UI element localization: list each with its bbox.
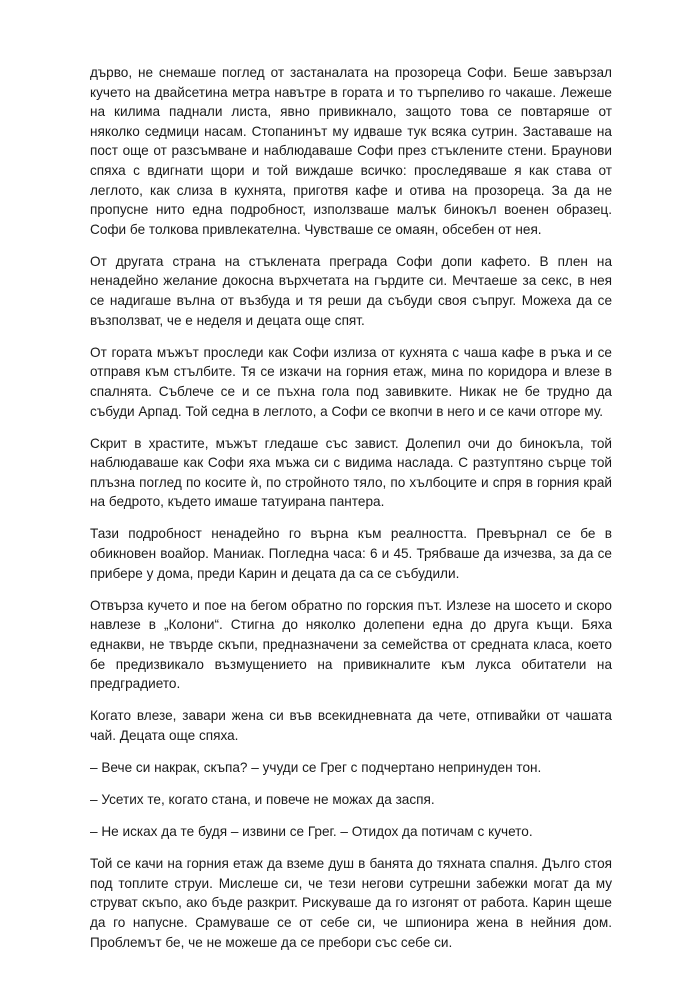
document-body: [90, 63, 612, 965]
paragraph-5: Тази подробност ненадейно го върна към реалността. Превърнал се бе в обикновен воайор. Маниак. Погледна часа: 6 и 45. Трябваше да изчезва, за да се прибере у дома, преди Карин и децата да са се събудили.: [90, 526, 612, 581]
paragraph-6: Отвърза кучето и пое на бегом обратно по горския път. Излезе на шосето и скоро навлезе в „Колони“. Стигна до няколко долепени една до друга къщи. Бяха еднакви, не твърде скъпи, предназначени за семейства от средната класа, което бе предизвикало възмущението на привикналите към лукса обитатели на предградието.: [90, 597, 612, 692]
dialogue-line-3: – Не исках да те будя – извини се Грег. – Отидох да потичам с кучето.: [90, 824, 533, 840]
paragraph-2: От другата страна на стъклената преграда Софи допи кафето. В плен на ненадейно желание докосна върхчетата на гърдите си. Мечтаеше за секс, в нея се надигаше вълна от възбуда и тя реши да събуди своя съпруг. Можеха да се възползват, че е неделя и децата още спят.: [90, 253, 612, 328]
paragraph-4: Скрит в храстите, мъжът гледаше със завист. Долепил очи до бинокъла, той наблюдаваше как Софи яха мъжа си с видима наслада. С разтуптяно сърце той плъзна поглед по косите ѝ, по стройното тяло, по хълбоците и спря в горния край на бедрото, където имаше татуирана пантера.: [90, 435, 612, 510]
dialogue-line-2: – Усетих те, когато стана, и повече не можах да заспя.: [90, 792, 435, 807]
dialogue-line-1: – Вече си накрак, скъпа? – учуди се Грег с подчертано непринуден тон.: [90, 759, 542, 775]
paragraph-7: Когато влезе, завари жена си във всекидневната да чете, отпивайки от чашата чай. Децата още спяха.: [90, 708, 612, 743]
paragraph-8: Той се качи на горния етаж да вземе душ в банята до тяхната спалня. Дълго стоя под топлите струи. Мислеше си, че тези негови сутрешни забежки могат да му струват скъпо, ако бъде разкрит. Рискуваше да го изгонят от работа. Карин щеше да го напусне. Срамуваше се от себе си, че шпионира жена в нейния дом. Проблемът бе, че не можеше да се пребори със себе си.: [90, 856, 612, 950]
paragraph-3: От гората мъжът проследи как Софи излиза от кухнята с чаша кафе в ръка и се отправя към стълбите. Тя се изкачи на горния етаж, мина по коридора и влезе в спалнята. Съблече се и се пъхна гола под завивките. Никак не бе трудно да събуди Арпад. Той седна в леглото, а Софи се вкопчи в него и се качи отгоре му.: [90, 344, 612, 419]
paragraph-1: дърво, не снемаше поглед от застаналата на прозореца Софи. Беше завързал кучето на двайсетина метра навътре в гората и то търпеливо го чакаше. Лежеше на килима паднали листа, явно привикнало, защото това се повтаряше от няколко седмици насам. Стопанинът му идваше тук всяка сутрин. Заставаше на пост още от разсъмване и наблюдаваше Софи през стъклените стени. Браунови спяха с вдигнати щори и той виждаше всичко: проследяваше я как става от леглото, как слиза в кухнята, приготвя кафе и отива на прозореца. За да не пропусне нито една подробност, използваше малък бинокъл военен образец. Софи бе толкова привлекателна. Чувстваше се омаян, обсебен от нея.: [90, 65, 612, 237]
